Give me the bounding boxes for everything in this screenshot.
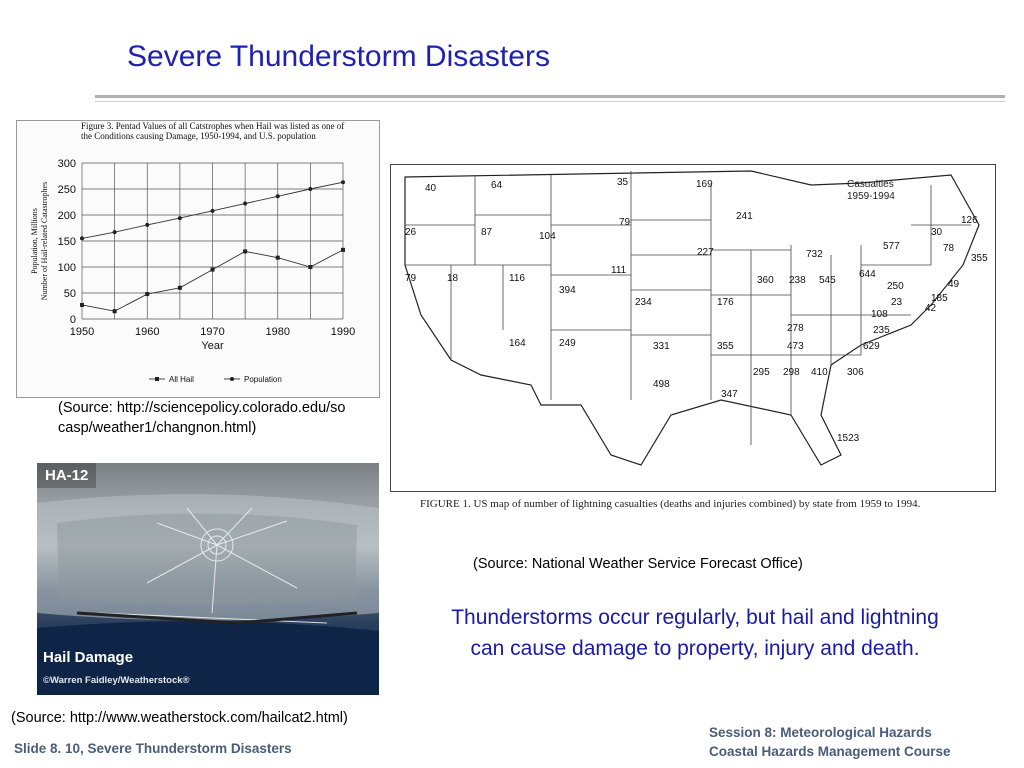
x-tick-label: 1960 (135, 326, 160, 338)
map-caption: FIGURE 1. US map of number of lightning casualties (deaths and injuries combined) by state from 1959 to 1994. (420, 498, 921, 510)
state-value: 241 (736, 211, 753, 222)
state-value: 35 (617, 177, 629, 188)
x-axis-label: Year (201, 340, 224, 352)
data-point-hail (243, 249, 247, 253)
chart-caption: Figure 3. Pentad Values of all Catstrophes when Hail was listed as one of the Conditions causing Damage, 1950-1994, and U.S. population (81, 121, 345, 141)
state-lines (405, 171, 971, 445)
photo-credit: ©Warren Faidley/Weatherstock® (43, 675, 190, 686)
state-value: 111 (611, 265, 627, 276)
state-value: 78 (943, 243, 955, 254)
state-value: 629 (863, 341, 880, 352)
data-point-hail (211, 268, 215, 272)
data-point-population (243, 202, 247, 206)
y-tick-label: 200 (57, 210, 76, 222)
y-tick-label: 50 (63, 288, 76, 300)
y-tick-label: 250 (57, 184, 76, 196)
state-value: 250 (887, 281, 904, 292)
footer-course: Coastal Hazards Management Course (709, 744, 951, 759)
data-point-population (178, 216, 182, 220)
state-value: 644 (859, 269, 876, 280)
map-legend-line2: 1959-1994 (847, 191, 895, 202)
data-point-population (308, 187, 312, 191)
state-value: 278 (787, 323, 804, 334)
legend-label: All Hail (169, 375, 194, 384)
data-point-hail (113, 309, 117, 313)
state-value: 176 (717, 297, 734, 308)
state-value: 331 (653, 341, 670, 352)
state-value: 185 (931, 293, 948, 304)
state-value: 169 (696, 179, 713, 190)
y-tick-label: 300 (57, 158, 76, 170)
state-value: 18 (447, 273, 459, 284)
state-value: 238 (789, 275, 806, 286)
state-value: 42 (925, 303, 937, 314)
y-tick-label: 100 (57, 262, 76, 274)
state-value: 347 (721, 389, 738, 400)
state-value: 410 (811, 367, 828, 378)
state-value: 235 (873, 325, 890, 336)
state-value: 116 (509, 273, 525, 284)
chart-source: (Source: http://sciencepolicy.colorado.edu/socasp/weather1/changnon.html) (58, 400, 346, 436)
x-tick-label: 1980 (265, 326, 290, 338)
x-tick-label: 1970 (200, 326, 225, 338)
map-source: (Source: National Weather Service Forecast Office) (473, 556, 803, 572)
data-point-population (113, 230, 117, 234)
legend-marker (230, 377, 234, 381)
state-value: 30 (931, 227, 943, 238)
state-value: 355 (717, 341, 734, 352)
footer-course-info (709, 723, 951, 761)
data-point-population (80, 236, 84, 240)
data-point-population (211, 209, 215, 213)
title-rule (95, 95, 1005, 98)
state-value: 298 (783, 367, 800, 378)
state-value: 49 (948, 279, 960, 290)
state-value: 577 (883, 241, 900, 252)
state-value: 249 (559, 338, 576, 349)
state-value: 732 (806, 249, 823, 260)
state-value: 79 (619, 217, 631, 228)
y-axis-label-1: Population, Millions (30, 208, 39, 274)
data-point-population (145, 223, 149, 227)
hail-chart (17, 121, 379, 397)
state-value: 87 (481, 227, 493, 238)
state-value: 234 (635, 297, 652, 308)
y-tick-label: 0 (69, 314, 76, 326)
state-value: 394 (559, 285, 576, 296)
title-rule-thin (95, 101, 1005, 102)
state-value: 306 (847, 367, 864, 378)
y-tick-label: 150 (57, 236, 76, 248)
state-value: 23 (891, 297, 903, 308)
us-map (391, 165, 995, 491)
data-point-hail (341, 248, 345, 252)
state-value: 40 (425, 183, 437, 194)
data-point-population (276, 194, 280, 198)
state-value: 79 (405, 273, 417, 284)
data-point-hail (308, 265, 312, 269)
state-value: 164 (509, 338, 526, 349)
data-point-hail (80, 303, 84, 307)
y-axis-label-2: Number of Hail-related Catastrophes (40, 181, 49, 301)
state-value: 295 (753, 367, 770, 378)
legend-label: Population (244, 375, 282, 384)
state-value: 104 (539, 231, 556, 242)
state-value: 26 (405, 227, 417, 238)
photo-tag: HA-12 (37, 463, 96, 488)
data-point-hail (276, 256, 280, 260)
state-value: 126 (961, 215, 978, 226)
map-legend-line1: Casualties (847, 179, 894, 190)
state-value: 545 (819, 275, 836, 286)
footer-slide-label: Slide 8. 10, Severe Thunderstorm Disasters (14, 741, 292, 756)
data-point-population (341, 180, 345, 184)
hail-damage-photo (37, 463, 379, 695)
state-value: 360 (757, 275, 774, 286)
state-value: 355 (971, 253, 988, 264)
state-value: 227 (697, 247, 714, 258)
photo-label: Hail Damage (43, 649, 134, 666)
state-value: 498 (653, 379, 670, 390)
lightning-map (390, 164, 996, 492)
footer-session: Session 8: Meteorological Hazards (709, 725, 932, 740)
body-text: Thunderstorms occur regularly, but hail and lightning can cause damage to property, injury and death. (451, 606, 939, 660)
legend-marker (155, 377, 159, 381)
hail-chart-figure (16, 120, 380, 398)
slide-title: Severe Thunderstorm Disasters (127, 40, 550, 73)
data-point-hail (145, 292, 149, 296)
state-value: 1523 (837, 433, 860, 444)
state-value: 108 (871, 309, 888, 320)
x-tick-label: 1950 (69, 326, 95, 338)
photo-source: (Source: http://www.weatherstock.com/hailcat2.html) (11, 710, 348, 726)
state-value: 473 (787, 341, 804, 352)
x-tick-label: 1990 (330, 326, 356, 338)
data-point-hail (178, 286, 182, 290)
state-value: 64 (491, 180, 503, 191)
